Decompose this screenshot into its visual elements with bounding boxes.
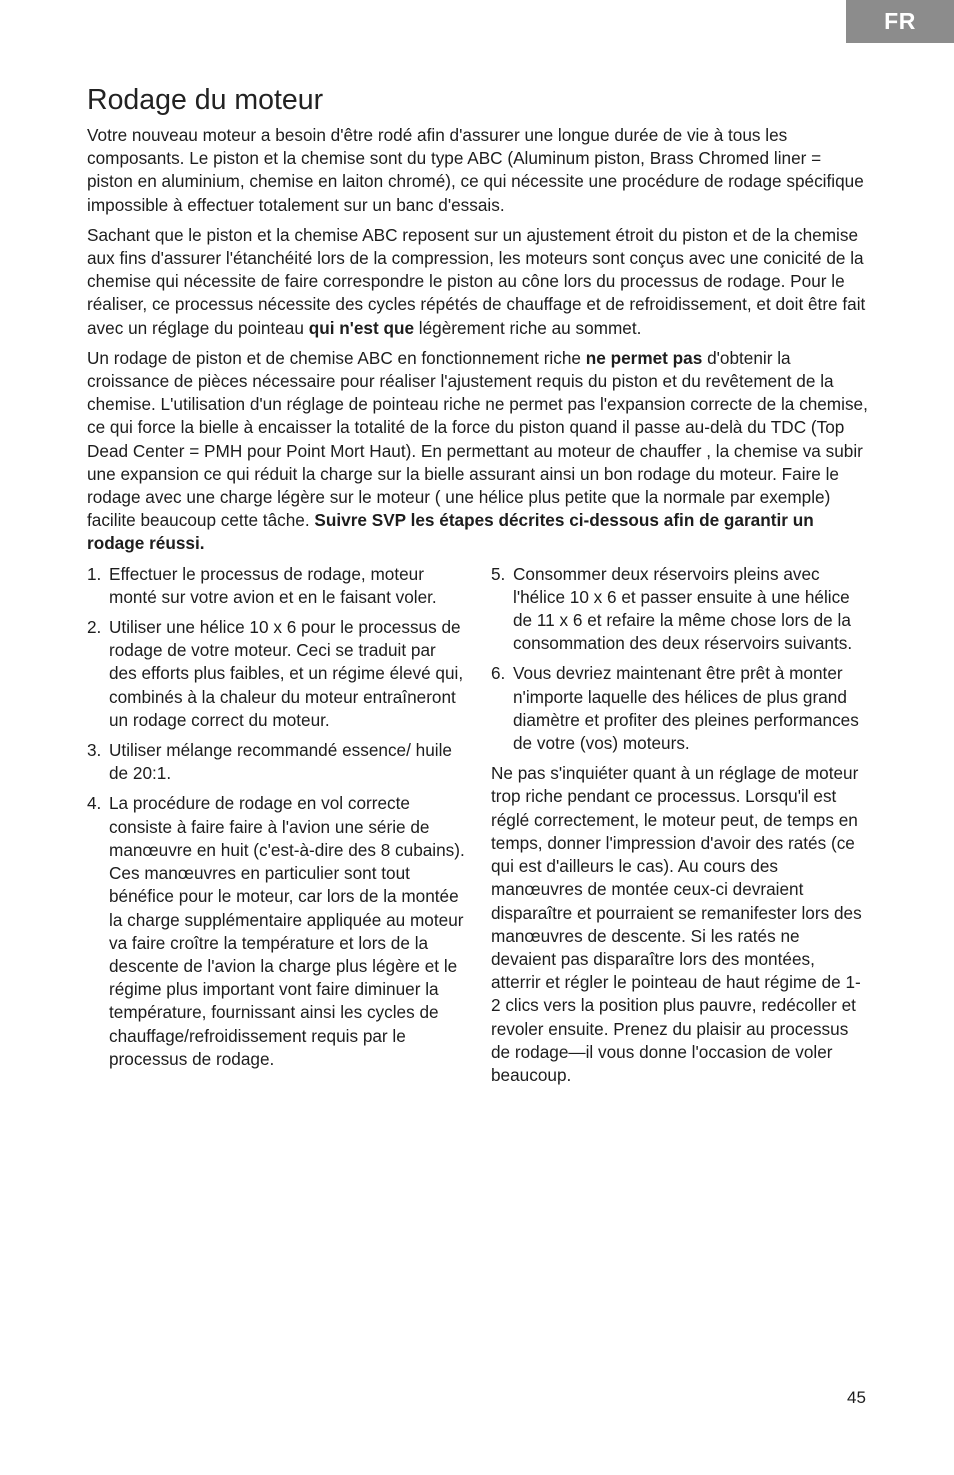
intro-paragraph [87,124,869,217]
step-item [491,563,869,656]
step-number: 5. [491,563,506,584]
intro-paragraph [87,347,869,556]
page-number: 45 [847,1388,866,1407]
step-number: 2. [87,617,102,638]
step-number: 6. [491,663,506,684]
intro-text: d'obtenir la croissance de pièces nécessaire pour réaliser l'ajustement requis du piston et du revêtement de la chemise. L'utilisation d'un réglage de pointeau riche ne permet pas l'expansion correcte de la chemise, ce qui force la bielle à encaisser la totalité de la force du piston quand il passe au-delà du TDC (Top Dead Center = PMH pour Point Mort Haut). En permettant au moteur de chauffer , la chemise va subir une expansion ce qui réduit la charge sur la bielle assurant ainsi un bon rodage du moteur. Faire le rodage avec une charge légère sur le moteur ( une hélice plus petite que la normale par exemple) facilite beaucoup cette tâche. [87,347,868,531]
page-title: Rodage du moteur [87,84,324,116]
intro-emphasis: ne permet pas [585,347,703,368]
step-number: 1. [87,563,102,584]
right-column [491,563,869,1094]
step-number: 4. [87,793,102,814]
intro-emphasis: Suivre SVP les étapes décrites ci-dessous afin de garantir un rodage réussi. [87,510,814,554]
step-text: Utiliser une hélice 10 x 6 pour le processus de rodage de votre moteur. Ceci se traduit par des efforts plus faibles, et un régime élevé qui, combinés à la chaleur du moteur entraîneront un rodage correct du moteur. [109,617,464,730]
step-text: Consommer deux réservoirs pleins avec l'hélice 10 x 6 et passer ensuite à une hélice de 11 x 6 et refaire la même chose lors de la consommation des deux réservoirs suivants. [513,563,853,654]
step-item [87,616,465,732]
left-column [87,563,465,1078]
steps-list-left [87,563,465,1071]
two-column-section [87,563,869,1183]
intro-section [87,124,869,556]
step-item [87,792,465,1070]
language-tab: FR [846,0,954,43]
step-item [87,563,465,609]
page-content [87,82,869,1183]
intro-text: légèrement riche au sommet. [414,317,642,338]
steps-list-right [491,563,869,756]
intro-text: Un rodage de piston et de chemise ABC en fonctionnement riche [87,347,586,368]
step-text: La procédure de rodage en vol correcte consiste à faire faire à l'avion une série de manœuvre en huit (c'est-à-dire des 8 cubains). Ces manœuvres en particulier sont tout bénéfice pour le moteur, car lors de la montée la charge supplémentaire appliquée au moteur va faire croître la température et lors de la descente de l'avion la charge plus légère et le régime plus important vont faire diminuer la température, fournissant ainsi les cycles de chauffage/refroidissement requis par le processus de rodage. [109,793,465,1069]
intro-text: Votre nouveau moteur a besoin d'être rodé afin d'assurer une longue durée de vie à tous les composants. Le piston et la chemise sont du type ABC (Aluminum piston, Brass Chromed liner = piston en aluminium, chemise en laiton chromé), ce qui nécessite une procédure de rodage spécifique impossible à effectuer totalement sur un banc d'essais. [87,125,864,215]
step-number: 3. [87,740,102,761]
step-item [87,739,465,785]
intro-emphasis: qui n'est que [308,317,415,338]
intro-text: Sachant que le piston et la chemise ABC reposent sur un ajustement étroit du piston et de la chemise aux fins d'assurer l'étanchéité lors de la compression, les moteurs sont conçus avec une conicité de la chemise qui nécessite de faire correspondre le piston au cône lors du processus de rodage. Pour le réaliser, ce processus nécessite des cycles répétés de chauffage et de refroidissement, et doit être fait avec un réglage du pointeau [87,224,866,338]
step-text: Effectuer le processus de rodage, moteur monté sur votre avion et en le faisant voler. [109,563,437,607]
intro-paragraph [87,224,869,340]
step-item [491,662,869,755]
closing-paragraph: Ne pas s'inquiéter quant à un réglage de moteur trop riche pendant ce processus. Lorsqu'il est réglé correctement, le moteur peut, de temps en temps, donner l'impression d'avoir des ratés (ce qui est d'ailleurs le cas). Au cours des manœuvres de montée ceux-ci devraient disparaître et pourraient se remanifester lors des manœuvres de descente. Si les ratés ne devaient pas disparaître lors des montées, atterrir et régler le pointeau de haut régime de 1-2 clics vers la position plus pauvre, redécoller et revoler ensuite. Prenez du plaisir au processus de rodage—il vous donne l'occasion de voler beaucoup. [491,763,862,1085]
step-text: Utiliser mélange recommandé essence/ huile de 20:1. [109,740,452,784]
step-text: Vous devriez maintenant être prêt à monter n'importe laquelle des hélices de plus grand diamètre et profiter des pleines performances de votre (vos) moteurs. [513,663,859,754]
